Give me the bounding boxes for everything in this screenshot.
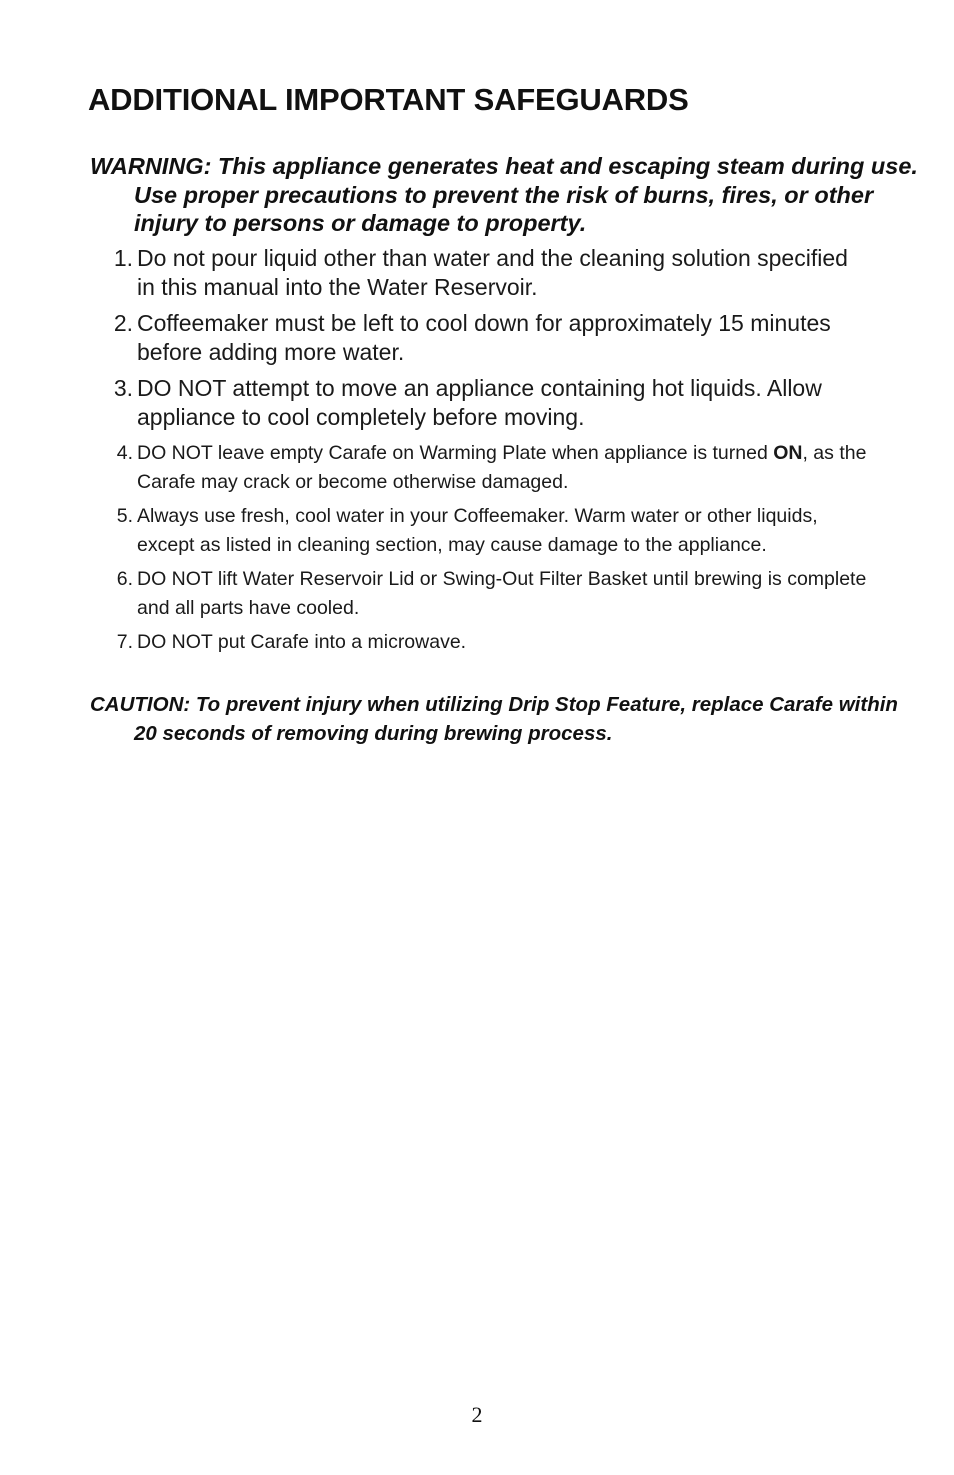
page-heading: ADDITIONAL IMPORTANT SAFEGUARDS	[88, 82, 689, 117]
list-item	[100, 439, 870, 497]
list-item-text: DO NOT put Carafe into a microwave.	[137, 631, 467, 653]
caution-paragraph: CAUTION: To prevent injury when utilizing Drip Stop Feature, replace Carafe within 20 seconds of removing during brewing process.	[90, 693, 898, 745]
list-item-number: 7.	[116, 631, 133, 653]
list-item-text: Coffeemaker must be left to cool down for approximately 15 minutes before adding more water.	[137, 310, 831, 365]
list-item	[100, 628, 870, 657]
warning-paragraph: WARNING: This appliance generates heat and escaping steam during use. Use proper precautions to prevent the risk of burns, fires, or other injury to persons or damage to property.	[90, 153, 918, 236]
list-item-number: 6.	[116, 568, 133, 590]
list-item	[100, 565, 870, 623]
safeguards-list	[100, 244, 870, 662]
list-item-number: 4.	[116, 442, 133, 464]
list-item-text-before: DO NOT leave empty Carafe on Warming Plate when appliance is turned	[137, 442, 774, 464]
list-item-text: Do not pour liquid other than water and the cleaning solution specified in this manual into the Water Reservoir.	[137, 245, 848, 300]
page-number: 2	[471, 1402, 483, 1427]
list-item	[100, 502, 870, 560]
list-item-text	[133, 439, 870, 497]
on-label: ON	[773, 442, 803, 464]
list-item-text: DO NOT attempt to move an appliance containing hot liquids. Allow appliance to cool completely before moving.	[137, 375, 822, 430]
list-item	[100, 244, 870, 302]
list-item	[100, 374, 870, 432]
list-item-text-after: , as the Carafe may crack or become otherwise damaged.	[137, 442, 867, 493]
list-item-number: 1.	[113, 245, 133, 271]
list-item-text: DO NOT lift Water Reservoir Lid or Swing-Out Filter Basket until brewing is complete and all parts have cooled.	[137, 568, 867, 619]
list-item-number: 5.	[116, 505, 133, 527]
list-item-number: 3.	[113, 375, 133, 401]
list-item-text: Always use fresh, cool water in your Coffeemaker. Warm water or other liquids, except as listed in cleaning section, may cause damage to the appliance.	[137, 505, 818, 556]
list-item	[100, 309, 870, 367]
list-item-number: 2.	[113, 310, 133, 336]
